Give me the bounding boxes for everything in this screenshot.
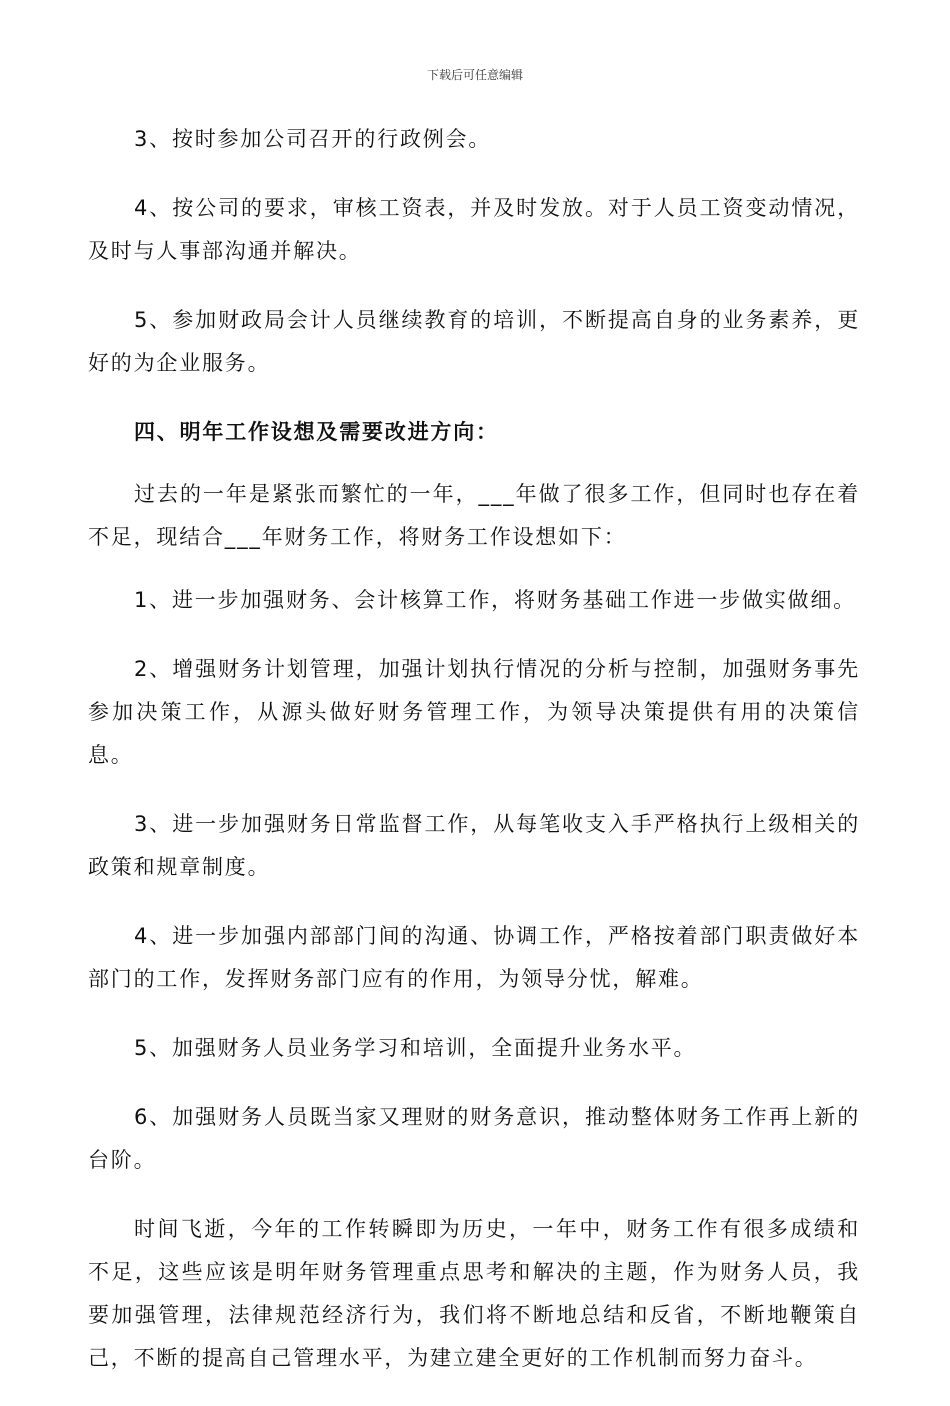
header-note: 下载后可任意编辑 [426, 68, 523, 82]
section-heading: 四、明年工作设想及需要改进方向： [134, 420, 499, 444]
paragraph-item-3-meetings: 3、按时参加公司召开的行政例会。 [134, 127, 492, 151]
paragraph-item-5-training: 5、参加财政局会计人员继续教育的培训，不断提高自身的业务素养，更好的为企业服务。 [88, 308, 860, 375]
paragraph-intro: 过去的一年是紧张而繁忙的一年，___年做了很多工作，但同时也存在着不足，现结合___年财务工作，将财务工作设想如下： [88, 482, 860, 549]
paragraph-conclusion: 时间飞逝，今年的工作转瞬即为历史，一年中，财务工作有很多成绩和不足，这些应该是明年财务管理重点思考和解决的主题，作为财务人员，我要加强管理，法律规范经济行为，我们将不断地总结和反省，不断地鞭策自己，不断的提高自己管理水平，为建立建全更好的工作机制而努力奋斗。 [88, 1217, 860, 1370]
paragraph-plan-5: 5、加强财务人员业务学习和培训，全面提升业务水平。 [134, 1036, 697, 1060]
paragraph-item-4-payroll: 4、按公司的要求，审核工资表，并及时发放。对于人员工资变动情况，及时与人事部沟通并解决。 [88, 196, 860, 263]
paragraph-plan-2: 2、增强财务计划管理，加强计划执行情况的分析与控制，加强财务事先参加决策工作，从源头做好财务管理工作，为领导决策提供有用的决策信息。 [88, 657, 860, 767]
document-body [88, 118, 860, 1406]
paragraph-plan-4: 4、进一步加强内部部门间的沟通、协调工作，严格按着部门职责做好本部门的工作，发挥财务部门应有的作用，为领导分忧，解难。 [88, 924, 860, 991]
paragraph-plan-3: 3、进一步加强财务日常监督工作，从每笔收支入手严格执行上级相关的政策和规章制度。 [88, 812, 860, 879]
paragraph-plan-1: 1、进一步加强财务、会计核算工作，将财务基础工作进一步做实做细。 [134, 588, 856, 612]
paragraph-plan-6: 6、加强财务人员既当家又理财的财务意识，推动整体财务工作再上新的台阶。 [88, 1105, 860, 1172]
